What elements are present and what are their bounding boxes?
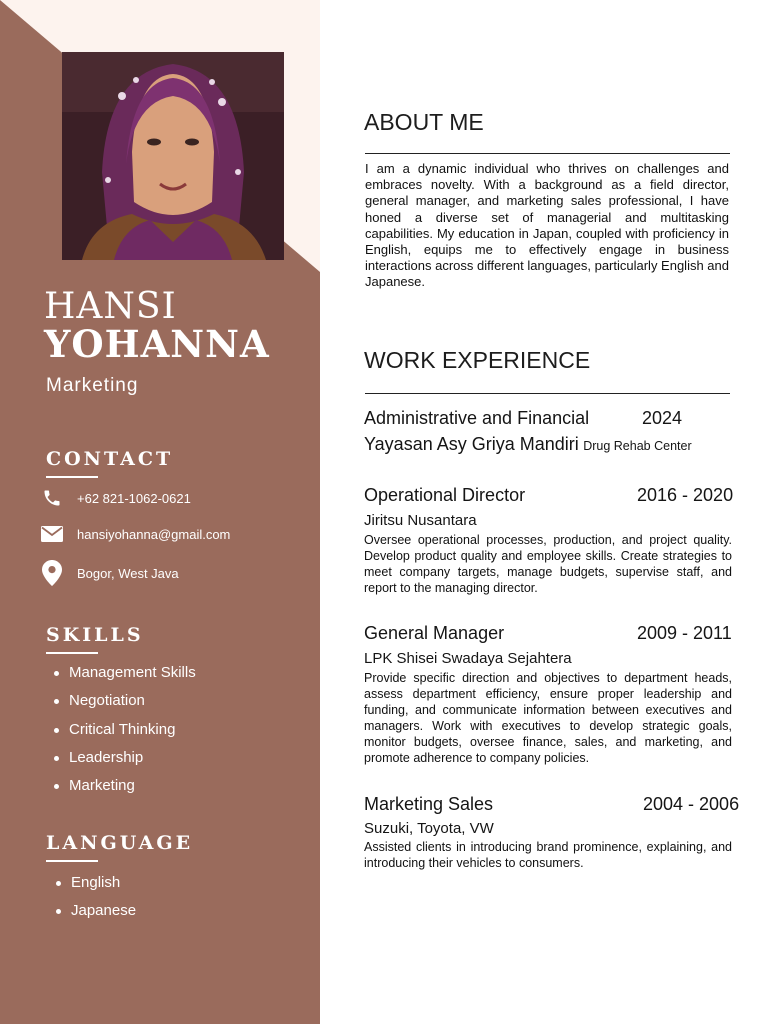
skills-divider bbox=[46, 652, 98, 654]
first-name: HANSI bbox=[44, 286, 177, 327]
language-divider bbox=[46, 860, 98, 862]
job-description: Oversee operational processes, production, and project quality. Develop product quality and employee skills. Create strategies to meet company targets, manage budgets, supervise staff, and report to the managing director. bbox=[364, 533, 732, 595]
email-icon bbox=[40, 522, 64, 546]
work-divider bbox=[365, 393, 730, 394]
job-company-line bbox=[364, 434, 692, 455]
job-company-note: Drug Rehab Center bbox=[583, 439, 692, 453]
about-heading: ABOUT ME bbox=[364, 109, 484, 135]
job-date: 2004 - 2006 bbox=[643, 794, 740, 814]
job-date: 2016 - 2020 bbox=[637, 485, 734, 505]
language-item: Japanese bbox=[56, 901, 136, 929]
job-date: 2009 - 2011 bbox=[637, 623, 732, 643]
job-title: Operational Director bbox=[364, 485, 526, 505]
phone-icon bbox=[40, 486, 64, 510]
about-divider bbox=[365, 153, 730, 154]
skill-item: Negotiation bbox=[54, 691, 196, 719]
language-list bbox=[56, 873, 136, 930]
job-company: LPK Shisei Swadaya Sejahtera bbox=[364, 650, 572, 667]
contact-phone-row bbox=[40, 485, 191, 511]
skills-list bbox=[54, 663, 196, 804]
contact-location-row bbox=[40, 560, 179, 586]
contact-email-row bbox=[40, 521, 230, 547]
job-title: Administrative and Financial bbox=[364, 408, 590, 428]
last-name: YOHANNA bbox=[44, 322, 270, 366]
job-title: General Manager bbox=[364, 623, 505, 643]
contact-divider bbox=[46, 476, 98, 478]
language-heading: LANGUAGE bbox=[46, 832, 194, 854]
contact-heading: CONTACT bbox=[46, 448, 174, 470]
job-company: Suzuki, Toyota, VW bbox=[364, 820, 494, 837]
skill-item: Management Skills bbox=[54, 663, 196, 691]
work-heading: WORK EXPERIENCE bbox=[364, 347, 591, 373]
language-item: English bbox=[56, 873, 136, 901]
job-title: Marketing Sales bbox=[364, 794, 494, 814]
skill-item: Critical Thinking bbox=[54, 720, 196, 748]
job-description: Assisted clients in introducing brand prominence, explaining, and introducing their vehicles to consumers. bbox=[364, 840, 732, 870]
job-description: Provide specific direction and objectives to department heads, assess department efficiency, ensure proper leadership and funding, and communicate information between executives and managers. Work with executives to develop strategic goals, monitor budgets, oversee finance, sales, and marketing, and promote adherence to company policies. bbox=[364, 671, 732, 765]
contact-phone[interactable]: +62 821-1062-0621 bbox=[77, 490, 191, 506]
job-date: 2024 bbox=[642, 408, 683, 428]
job-role: Marketing bbox=[46, 375, 139, 396]
skill-item: Marketing bbox=[54, 776, 196, 804]
profile-photo bbox=[62, 52, 284, 260]
contact-location: Bogor, West Java bbox=[77, 565, 179, 581]
location-pin-icon bbox=[40, 561, 64, 585]
skills-heading: SKILLS bbox=[46, 624, 144, 646]
about-text: I am a dynamic individual who thrives on challenges and embraces novelty. With a background as a field director, general manager, and marketing sales professional, I have honed a diverse set of managerial and multitasking capabilities. My education in Japan, coupled with proficiency in English, equips me to effectively engage in business interactions across different languages, particularly English and Japanese. bbox=[365, 161, 729, 290]
job-company: Jiritsu Nusantara bbox=[364, 512, 477, 529]
job-company: Yayasan Asy Griya Mandiri bbox=[364, 434, 579, 454]
contact-email[interactable]: hansiyohanna@gmail.com bbox=[77, 526, 231, 542]
skill-item: Leadership bbox=[54, 748, 196, 776]
